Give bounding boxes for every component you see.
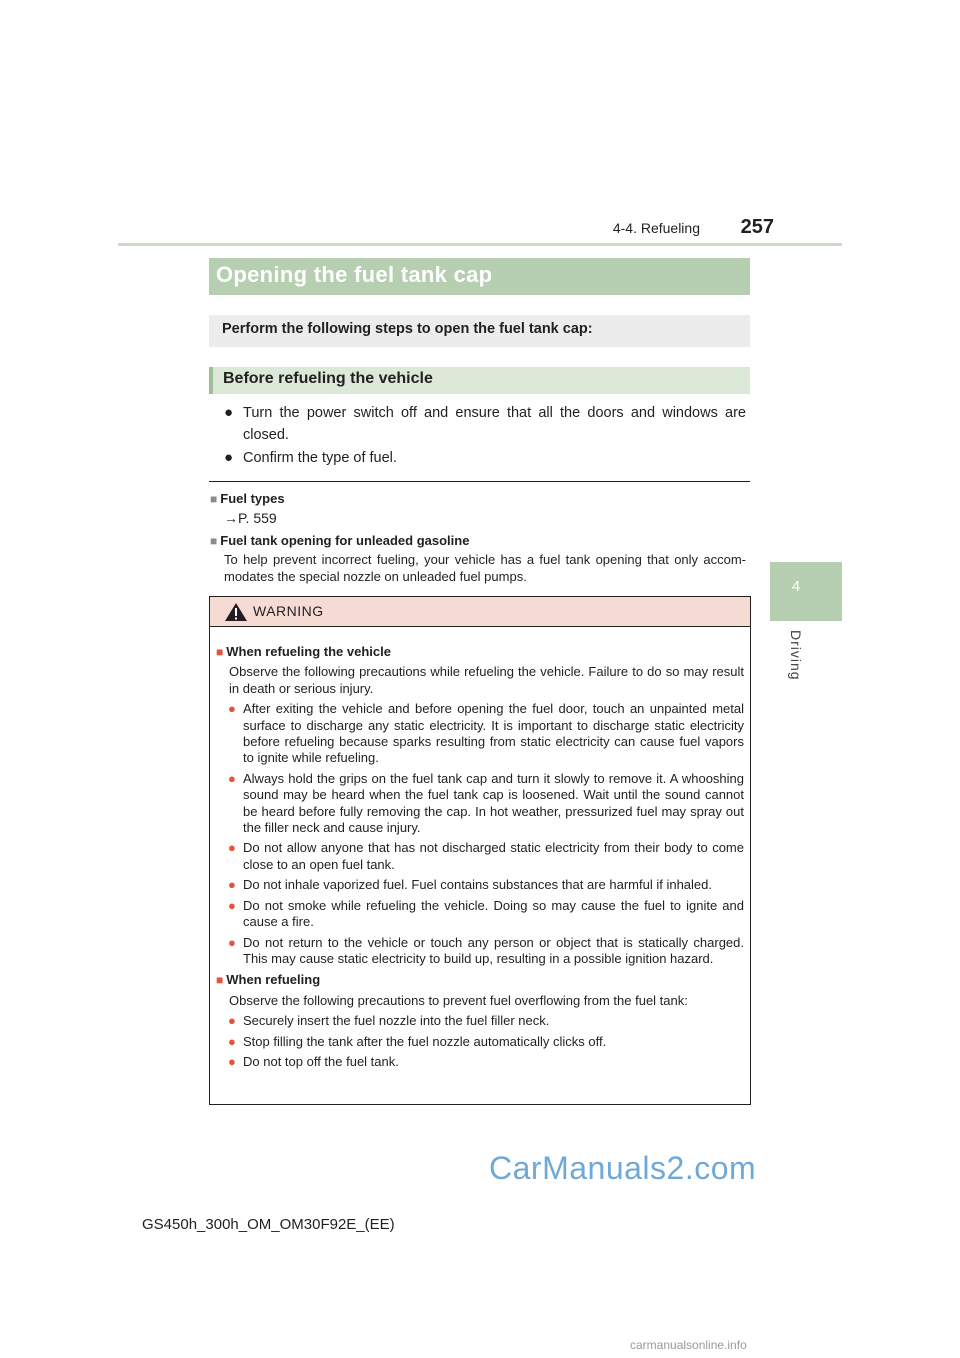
- document-id: GS450h_300h_OM_OM30F92E_(EE): [142, 1216, 395, 1233]
- subsection-accent: [209, 367, 213, 394]
- warning-group-heading: ■ When refueling the vehicle: [216, 644, 391, 659]
- intro-text: Perform the following steps to open the fuel tank cap:: [222, 321, 593, 337]
- header-divider: [118, 243, 842, 246]
- warning-label: WARNING: [253, 603, 324, 619]
- bullet-dot-icon: ●: [228, 840, 236, 856]
- warning-item: ● Do not top off the fuel tank.: [228, 1053, 399, 1069]
- warning-content: [216, 640, 744, 1070]
- bullet-dot-icon: ●: [228, 1053, 236, 1069]
- bullet-dot-icon: ●: [228, 934, 236, 950]
- watermark-logo: CarManuals2.com: [489, 1150, 757, 1186]
- subsection-title: Before refueling the vehicle: [223, 370, 433, 387]
- checklist: [224, 402, 746, 470]
- warning-item: ● Securely insert the fuel nozzle into the fuel filler neck.: [228, 1013, 550, 1029]
- note-body: To help prevent incorrect fueling, your vehicle has a fuel tank opening that only accom-modates the special nozzle on unleaded fuel pumps.: [224, 552, 746, 584]
- bullet-dot-icon: ●: [228, 701, 236, 717]
- square-bullet-icon: ■: [210, 534, 218, 548]
- bullet-dot-icon: ●: [228, 770, 236, 786]
- bullet-dot-icon: ●: [228, 877, 236, 893]
- warning-group-body: Observe the following precautions to prevent fuel overflowing from the fuel tank:: [229, 992, 688, 1008]
- header-section-title: 4-4. Refueling: [612, 220, 700, 236]
- warning-item: ● After exiting the vehicle and before opening the fuel door, touch an unpainted metal surface to discharge any static electricity. It is important to discharge static electricity before refueling because sparks resulting from static electricity can cause fuel vapors to ignite while refueling.: [228, 701, 744, 766]
- note-fuel-opening: [210, 533, 746, 585]
- note-body: →P. 559: [224, 510, 277, 526]
- warning-item: ● Stop filling the tank after the fuel nozzle automatically clicks off.: [228, 1033, 607, 1049]
- warning-item: ● Always hold the grips on the fuel tank cap and turn it slowly to remove it. A whooshing sound may be heard when the fuel tank cap is loosened. Wait until the sound cannot be heard before fully removing the cap. In hot weather, pressurized fuel may spray out the filler neck and cause injury.: [228, 770, 744, 836]
- square-bullet-icon: ■: [210, 492, 218, 506]
- bullet-dot-icon: ●: [228, 1033, 236, 1049]
- checklist-item-text: Turn the power switch off and ensure that all the doors and windows are closed.: [243, 405, 746, 443]
- warning-triangle-icon: [224, 602, 248, 622]
- bullet-dot-icon: ●: [224, 404, 234, 421]
- warning-item: ● Do not allow anyone that has not discharged static electricity from their body to come close to an open fuel tank.: [228, 840, 744, 872]
- page-number: 257: [740, 216, 774, 238]
- warning-group-heading: ■ When refueling: [216, 972, 321, 988]
- page-title: Opening the fuel tank cap: [216, 262, 493, 287]
- bullet-dot-icon: ●: [228, 897, 236, 913]
- bullet-dot-icon: ●: [228, 1013, 236, 1029]
- chapter-tab-number: 4: [791, 578, 801, 595]
- bullet-dot-icon: ●: [224, 449, 234, 466]
- checklist-item: [224, 447, 746, 469]
- note-fuel-types: [210, 491, 746, 527]
- square-bullet-icon: ■: [216, 645, 224, 659]
- warning-item: ● Do not inhale vaporized fuel. Fuel contains substances that are harmful if inhaled.: [228, 877, 712, 893]
- note-heading: Fuel types: [220, 491, 285, 506]
- warning-group-body: Observe the following precautions while refueling the vehicle. Failure to do so may result in death or serious injury.: [229, 664, 744, 696]
- chapter-tab-label: Driving: [788, 630, 804, 681]
- square-bullet-icon: ■: [216, 973, 224, 988]
- warning-item: ● Do not smoke while refueling the vehicle. Doing so may cause the fuel to ignite and cause a fire.: [228, 897, 744, 930]
- footer-site: carmanualsonline.info: [630, 1338, 747, 1352]
- section-divider: [209, 481, 750, 482]
- checklist-item: [224, 402, 746, 446]
- note-heading: Fuel tank opening for unleaded gasoline: [220, 533, 470, 548]
- warning-item: ● Do not return to the vehicle or touch any person or object that is statically charged. This may cause static electricity to build up, resulting in a possible ignition hazard.: [228, 934, 744, 966]
- checklist-item-text: Confirm the type of fuel.: [243, 450, 397, 466]
